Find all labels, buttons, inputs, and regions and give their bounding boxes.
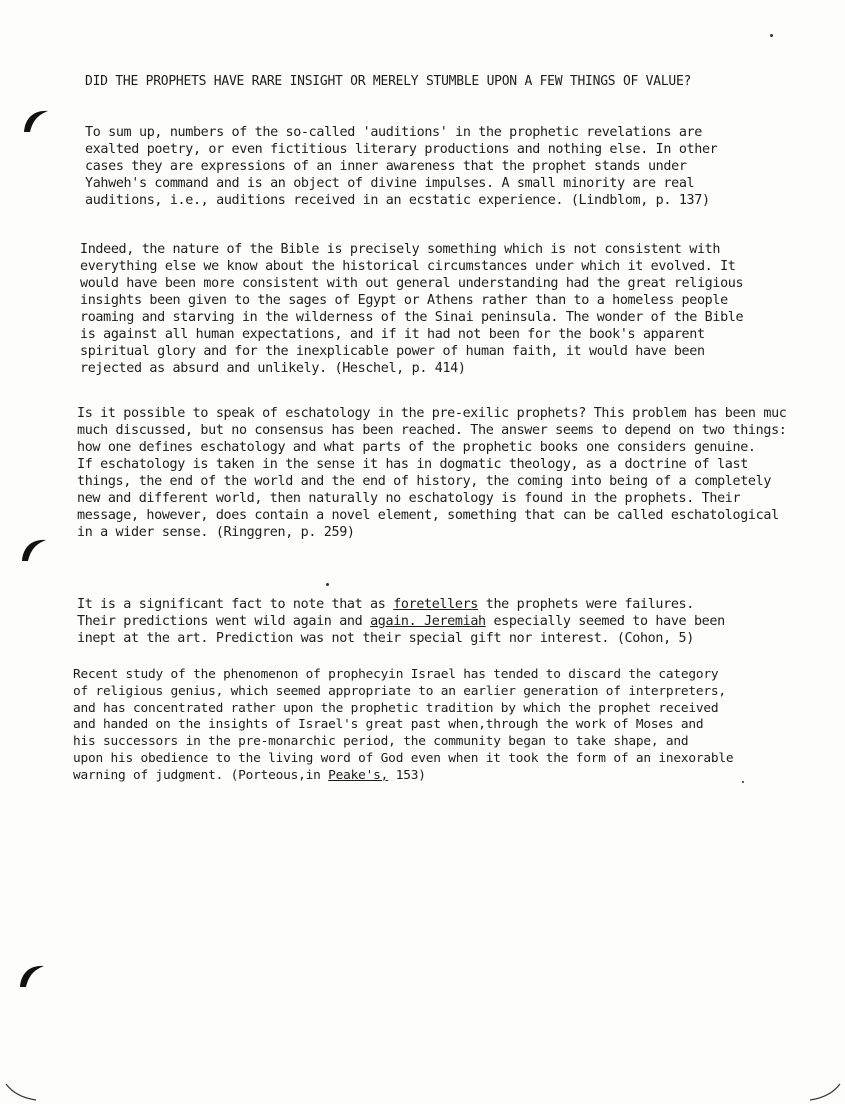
text-line: would have been more consistent with out general understanding had the great religious xyxy=(80,276,744,291)
punch-hole-mark-bottom xyxy=(18,963,46,989)
text-segment: Their predictions went wild again and xyxy=(77,614,371,629)
text-line: how one defines eschatology and what parts of the prophetic books one considers genuine. xyxy=(77,440,756,455)
scan-corner-left xyxy=(4,1082,38,1102)
text-line: of religious genius, which seemed appropriate to an earlier generation of interpreters, xyxy=(73,683,726,699)
stray-dot xyxy=(326,583,329,586)
text-line: cases they are expressions of an inner awareness that the prophet stands under xyxy=(85,159,687,174)
text-line: is against all human expectations, and if it had not been for the book's apparent xyxy=(80,327,705,342)
text-line: roaming and starving in the wilderness of the Sinai peninsula. The wonder of the Bible xyxy=(80,310,744,325)
text-line: inept at the art. Prediction was not their special gift nor interest. (Cohon, 5) xyxy=(77,631,694,646)
text-line: insights been given to the sages of Egypt or Athens rather than to a homeless people xyxy=(80,293,728,308)
underlined-word: foretellers xyxy=(393,597,479,612)
quote-heschel xyxy=(80,241,815,377)
quote-ringgren xyxy=(77,405,845,541)
text-segment: 153) xyxy=(388,767,426,783)
text-line: If eschatology is taken in the sense it has in dogmatic theology, as a doctrine of last xyxy=(77,457,748,472)
quote-cohon xyxy=(77,596,817,647)
text-line: everything else we know about the historical circumstances under which it evolved. It xyxy=(80,259,736,274)
text-segment: the prophets were failures. xyxy=(478,597,694,612)
text-segment: especially seemed to have been xyxy=(485,614,725,629)
text-line: his successors in the pre-monarchic period, the community began to take shape, and xyxy=(73,734,689,750)
text-line: new and different world, then naturally no eschatology is found in the prophets. Their xyxy=(77,491,741,506)
text-line: To sum up, numbers of the so-called 'auditions' in the prophetic revelations are xyxy=(85,125,702,140)
text-line: Yahweh's command and is an object of divine impulses. A small minority are real xyxy=(85,176,695,191)
underlined-word: again. Jeremiah xyxy=(370,614,486,629)
text-line: in a wider sense. (Ringgren, p. 259) xyxy=(77,525,355,540)
text-line: auditions, i.e., auditions received in an ecstatic experience. (Lindblom, p. 137) xyxy=(85,193,710,208)
text-line: and has concentrated rather upon the prophetic tradition by which the prophet received xyxy=(73,700,719,716)
punch-hole-mark-middle xyxy=(20,537,48,563)
text-segment: It is a significant fact to note that as xyxy=(77,597,394,612)
text-line: Recent study of the phenomenon of prophecyin Israel has tended to discard the category xyxy=(73,667,719,682)
quote-lindblom xyxy=(85,124,815,209)
text-segment: warning of judgment. (Porteous,in xyxy=(73,767,329,783)
text-line: spiritual glory and for the inexplicable power of human faith, it would have been xyxy=(80,344,705,359)
text-line: exalted poetry, or even fictitious literary productions and nothing else. In other xyxy=(85,142,718,157)
underlined-citation: Peake's, xyxy=(328,767,389,783)
text-line: rejected as absurd and unlikely. (Heschel, p. 414) xyxy=(80,361,466,376)
text-line: Is it possible to speak of eschatology in the pre-exilic prophets? This problem has been muc xyxy=(77,406,787,421)
text-line: much discussed, but no consensus has been reached. The answer seems to depend on two things: xyxy=(77,423,787,438)
text-line: message, however, does contain a novel element, something that can be called eschatological xyxy=(77,508,779,523)
punch-hole-mark-top xyxy=(22,108,50,134)
text-line: things, the end of the world and the end of history, the coming into being of a completely xyxy=(77,474,772,489)
stray-dot xyxy=(770,34,773,37)
text-line xyxy=(77,596,817,613)
text-line xyxy=(73,768,818,785)
quote-porteous xyxy=(73,667,818,785)
page-title: DID THE PROPHETS HAVE RARE INSIGHT OR MERELY STUMBLE UPON A FEW THINGS OF VALUE? xyxy=(85,74,692,89)
text-line xyxy=(77,613,817,630)
text-line: and handed on the insights of Israel's great past when,through the work of Moses and xyxy=(73,717,704,733)
text-line: Indeed, the nature of the Bible is precisely something which is not consistent with xyxy=(80,242,721,257)
scan-corner-right xyxy=(808,1082,842,1102)
text-line: upon his obedience to the living word of God even when it took the form of an inexorable xyxy=(73,750,734,766)
